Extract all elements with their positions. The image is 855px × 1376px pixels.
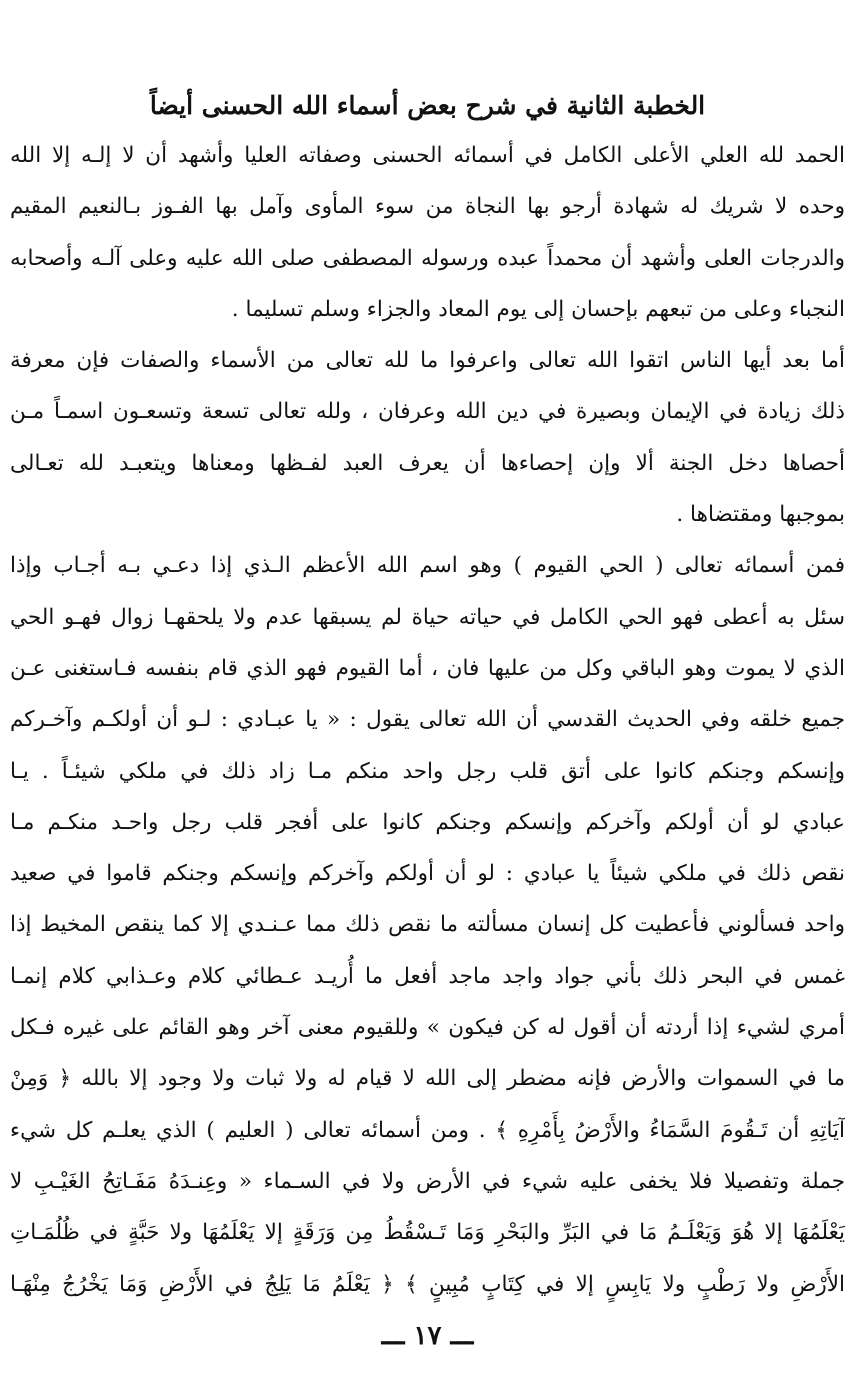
page-number: ـــ ١٧ ـــ [381, 1321, 474, 1351]
text-line: وحده لا شريك له شهادة أرجو بها النجاة من سوء المأوى وآمل بها الفـوز بـالنعيم المقيم [10, 194, 845, 220]
text-line: جملة وتفصيلا فلا يخفى عليه شيء في الأرض ولا في السـماء « وعِنـدَهُ مَفَـاتِحُ الغَيْـبِ لا [10, 1168, 845, 1194]
text-line: الذي لا يموت وهو الباقي وكل من عليها فان ، أما القيوم فهو الذي قام بنفسه فـاستغنى عـن [10, 655, 845, 681]
text-line: نقص ذلك في ملكي شيئاً يا عبادي : لو أن أولكم وآخركم وإنسكم وجنكم قاموا في صعيد [10, 861, 845, 887]
text-line: جميع خلقه وفي الحديث القدسي أن الله تعالى يقول : « يا عبـادي : لـو أن أولكـم وآخـركم [10, 707, 845, 733]
text-line: أمري لشيء إذا أردته أن أقول له كن فيكون » وللقيوم معنى آخر وهو القائم على غيره فـكل [10, 1015, 845, 1041]
text-line: أحصاها دخل الجنة ألا وإن إحصاءها أن يعرف العبد لفـظها ومعناها ويتعبـد لله تعـالى [10, 450, 845, 476]
text-line: والدرجات العلى وأشهد أن محمداً عبده ورسوله المصطفى صلى الله عليه وعلى آلـه وأصحابه [10, 245, 845, 271]
text-line: عبادي لو أن أولكم وآخركم وإنسكم وجنكم كانوا على أفجر قلب رجل واحـد منكـم مـا [10, 809, 845, 835]
text-line: سئل به أعطى فهو الحي الكامل في حياته حياة لم يسبقها عدم ولا يلحقهـا زوال فهـو الحي [10, 604, 845, 630]
text-line: يَعْلَمُهَا إلا هُوَ وَيَعْلَـمُ مَا في البَرِّ والبَحْرِ وَمَا تَـسْقُطُ مِن وَرَقَةٍ إلا يَعْلَمُهَا ولا حَبَّةٍ في ظُلُمَـاتِ [10, 1220, 845, 1246]
text-line: بموجبها ومقتضاها . [676, 502, 845, 528]
text-line: أما بعد أيها الناس اتقوا الله تعالى واعرفوا ما لله تعالى من الأسماء والصفات فإن معرفة [10, 348, 845, 374]
text-line: ذلك زيادة في الإيمان وبصيرة في دين الله وعرفان ، ولله تعالى تسعة وتسعـون اسمـاً مـن [10, 399, 845, 425]
text-line: آيَاتِهِ أن تَـقُومَ السَّمَاءُ والأَرْضُ بِأَمْرِهِ ﴾ . ومن أسمائه تعالى ( العليم ) الذي يعلـم كل شيء [10, 1117, 845, 1143]
body-text [10, 130, 845, 1310]
text-line: الحمد لله العلي الأعلى الكامل في أسمائه الحسنى وصفاته العليا وأشهد أن لا إلـه إلا الله [10, 143, 845, 168]
text-line: فمن أسمائه تعالى ( الحي القيوم ) وهو اسم الله الأعظم الـذي إذا دعـي بـه أجـاب وإذا [10, 553, 845, 579]
text-line: وإنسكم وجنكم كانوا على أتق قلب رجل واحد منكم مـا زاد ذلك في ملكي شيئـاً . يـا [10, 758, 845, 784]
text-line: غمس في البحر ذلك بأني جواد واجد ماجد أفعل ما أُريـد عـطائي كلام وعـذابي كلام إنمـا [10, 963, 845, 989]
text-line: الأَرْضِ ولا رَطْبٍ ولا يَابِسٍ إلا في كِتَابٍ مُبِينٍ ﴾ ﴿ يَعْلَمُ مَا يَلِجُ في الأَرْضِ وَمَا يَخْرُجُ مِنْهَـا [10, 1271, 845, 1297]
text-line: النجباء وعلى من تبعهم بإحسان إلى يوم المعاد والجزاء وسلم تسليما . [231, 296, 845, 322]
text-line: واحد فسألوني فأعطيت كل إنسان مسألته ما نقص ذلك مما عـنـدي إلا كما ينقص المخيط إذا [10, 912, 845, 938]
page-title: الخطبة الثانية في شرح بعض أسماء الله الحسنى أيضاً [149, 91, 706, 120]
text-line: ما في السموات والأرض فإنه مضطر إلى الله لا قيام له ولا ثبات ولا وجود إلا بالله ﴿ وَمِنْ [10, 1066, 845, 1092]
document-page [10, 84, 845, 1310]
